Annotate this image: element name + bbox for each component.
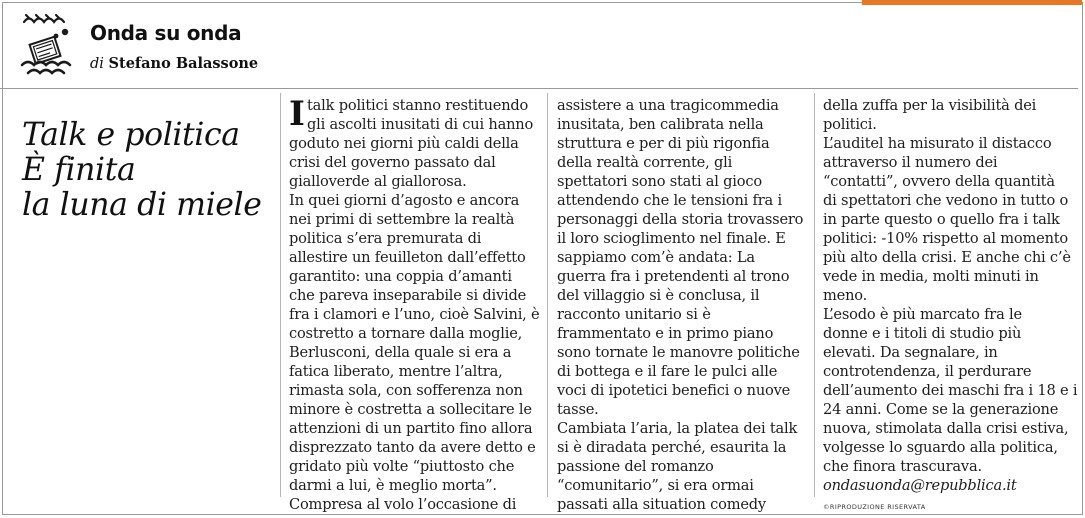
column-divider bbox=[547, 93, 548, 497]
text-line: sono tornate le manovre politiche bbox=[557, 344, 800, 361]
text-line: passati alla situation comedy bbox=[557, 496, 766, 513]
text-line: disprezzato tanto da avere detto e bbox=[289, 439, 536, 456]
byline bbox=[90, 55, 258, 72]
text-line: nei primi di settembre la realtà bbox=[289, 211, 515, 228]
text-line: attraverso il numero dei bbox=[823, 154, 998, 171]
text-line: garantito: una coppia d’amanti bbox=[289, 268, 512, 285]
text-line: “comunitario”, si era ormai bbox=[557, 477, 754, 494]
column-divider bbox=[280, 93, 281, 497]
text-line: vede in media, molti minuti in bbox=[823, 268, 1039, 285]
text-line: della zuffa per la visibilità dei bbox=[823, 97, 1037, 114]
text-line: si è diradata perché, esaurita la bbox=[557, 439, 787, 456]
article-column-2 bbox=[557, 96, 803, 514]
copyright-notice: ©RIPRODUZIONE RISERVATA bbox=[823, 503, 926, 511]
swimmer-on-waves-icon bbox=[20, 12, 76, 78]
text-line: più alto della crisi. E anche chi c’è bbox=[823, 249, 1071, 266]
text-line: costretto a tornare dalla moglie, bbox=[289, 325, 523, 342]
text-line: politica s’era premurata di bbox=[289, 230, 482, 247]
text-line: sappiamo com’è andata: La bbox=[557, 249, 755, 266]
text-line: tasse. bbox=[557, 401, 599, 418]
headline bbox=[22, 118, 261, 223]
text-line: gridato più volte “piuttosto che bbox=[289, 458, 515, 475]
drop-cap: I bbox=[289, 94, 305, 134]
text-line: gialloverde al giallorosa. bbox=[289, 173, 467, 190]
text-line: che pareva inseparabile si divide bbox=[289, 287, 527, 304]
article-column-1 bbox=[289, 96, 539, 514]
text-line: racconto unitario si è bbox=[557, 306, 711, 323]
text-line: assistere a una tragicommedia bbox=[557, 97, 779, 114]
column-divider bbox=[814, 93, 815, 497]
text-line: inusitata, ben calibrata nella bbox=[557, 116, 764, 133]
text-line: elevati. Da segnalare, in bbox=[823, 344, 998, 361]
text-line: spettatori sono stati al gioco bbox=[557, 173, 762, 190]
author-name: Stefano Balassone bbox=[108, 55, 259, 72]
text-line: voci di ipotetici benefici o nuove bbox=[557, 382, 791, 399]
text-line: che finora trascurava. bbox=[823, 458, 982, 475]
byline-prefix: di bbox=[90, 56, 104, 72]
text-line: “contatti”, ovvero della quantità bbox=[823, 173, 1055, 190]
text-line: Compresa al volo l’occasione di bbox=[289, 496, 517, 513]
article-column-3 bbox=[823, 96, 1077, 517]
text-line: Berlusconi, della quale si era a bbox=[289, 344, 512, 361]
text-line: il loro scioglimento nel finale. E bbox=[557, 230, 786, 247]
text-line: di spettatori che vedono in tutto o bbox=[823, 192, 1069, 209]
headline-line: la luna di miele bbox=[22, 187, 262, 223]
text-line: allestire un feuilleton dall’effetto bbox=[289, 249, 526, 266]
text-line: minore è costretta a sollecitare le bbox=[289, 401, 532, 418]
text-line: Cambiata l’aria, la platea dei talk bbox=[557, 420, 798, 437]
text-line: crisi del governo passato dal bbox=[289, 154, 496, 171]
text-line: donne e i titoli di studio più bbox=[823, 325, 1022, 342]
text-line: in parte questo o quello fra i talk bbox=[823, 211, 1060, 228]
text-line: meno. bbox=[823, 287, 868, 304]
text-line: dell’aumento dei maschi fra i 18 e i bbox=[823, 382, 1078, 399]
text-line: politici. bbox=[823, 116, 877, 133]
headline-line: Talk e politica bbox=[22, 117, 240, 153]
headline-line: È finita bbox=[22, 152, 136, 188]
text-line: fatica liberato, mentre l’altra, bbox=[289, 363, 503, 380]
text-line: In quei giorni d’agosto e ancora bbox=[289, 192, 520, 209]
text-line: del villaggio si è conclusa, il bbox=[557, 287, 760, 304]
text-line: attendendo che le tensioni fra i bbox=[557, 192, 782, 209]
text-line: guerra fra i pretendenti al trono bbox=[557, 268, 790, 285]
text-line: di bottega e il fare le pulci alle bbox=[557, 363, 778, 380]
text-line: volgesse lo sguardo alla politica, bbox=[823, 439, 1058, 456]
text-line: frammentato e in primo piano bbox=[557, 325, 774, 342]
text-line: L’auditel ha misurato il distacco bbox=[823, 135, 1052, 152]
text-line: goduto nei giorni più caldi della bbox=[289, 135, 519, 152]
text-line: nuova, stimolata dalla crisi estiva, bbox=[823, 420, 1069, 437]
text-line: struttura e per di più rigonfia bbox=[557, 135, 770, 152]
text-line: gli ascolti inusitati di cui hanno bbox=[307, 116, 534, 133]
contact-email[interactable]: ondasuonda@repubblica.it bbox=[823, 477, 1017, 494]
text-line: passione del romanzo bbox=[557, 458, 714, 475]
text-line: personaggi della storia trovassero bbox=[557, 211, 804, 228]
text-line: rimasta sola, con sofferenza non bbox=[289, 382, 523, 399]
text-line: L’esodo è più marcato fra le bbox=[823, 306, 1022, 323]
text-line: 24 anni. Come se la generazione bbox=[823, 401, 1059, 418]
rubric-title: Onda su onda bbox=[90, 21, 242, 45]
text-line: talk politici stanno restituendo bbox=[307, 97, 529, 114]
text-line: controtendenza, il perdurare bbox=[823, 363, 1032, 380]
text-line: della realtà corrente, gli bbox=[557, 154, 733, 171]
text-line: fra i clamori e l’uno, cioè Salvini, è bbox=[289, 306, 540, 323]
text-line: darmi a lui, è meglio morta”. bbox=[289, 477, 497, 494]
text-line: politici: -10% rispetto al momento bbox=[823, 230, 1069, 247]
rubric-header bbox=[0, 0, 1078, 89]
text-line: attenzioni di un partito fino allora bbox=[289, 420, 533, 437]
